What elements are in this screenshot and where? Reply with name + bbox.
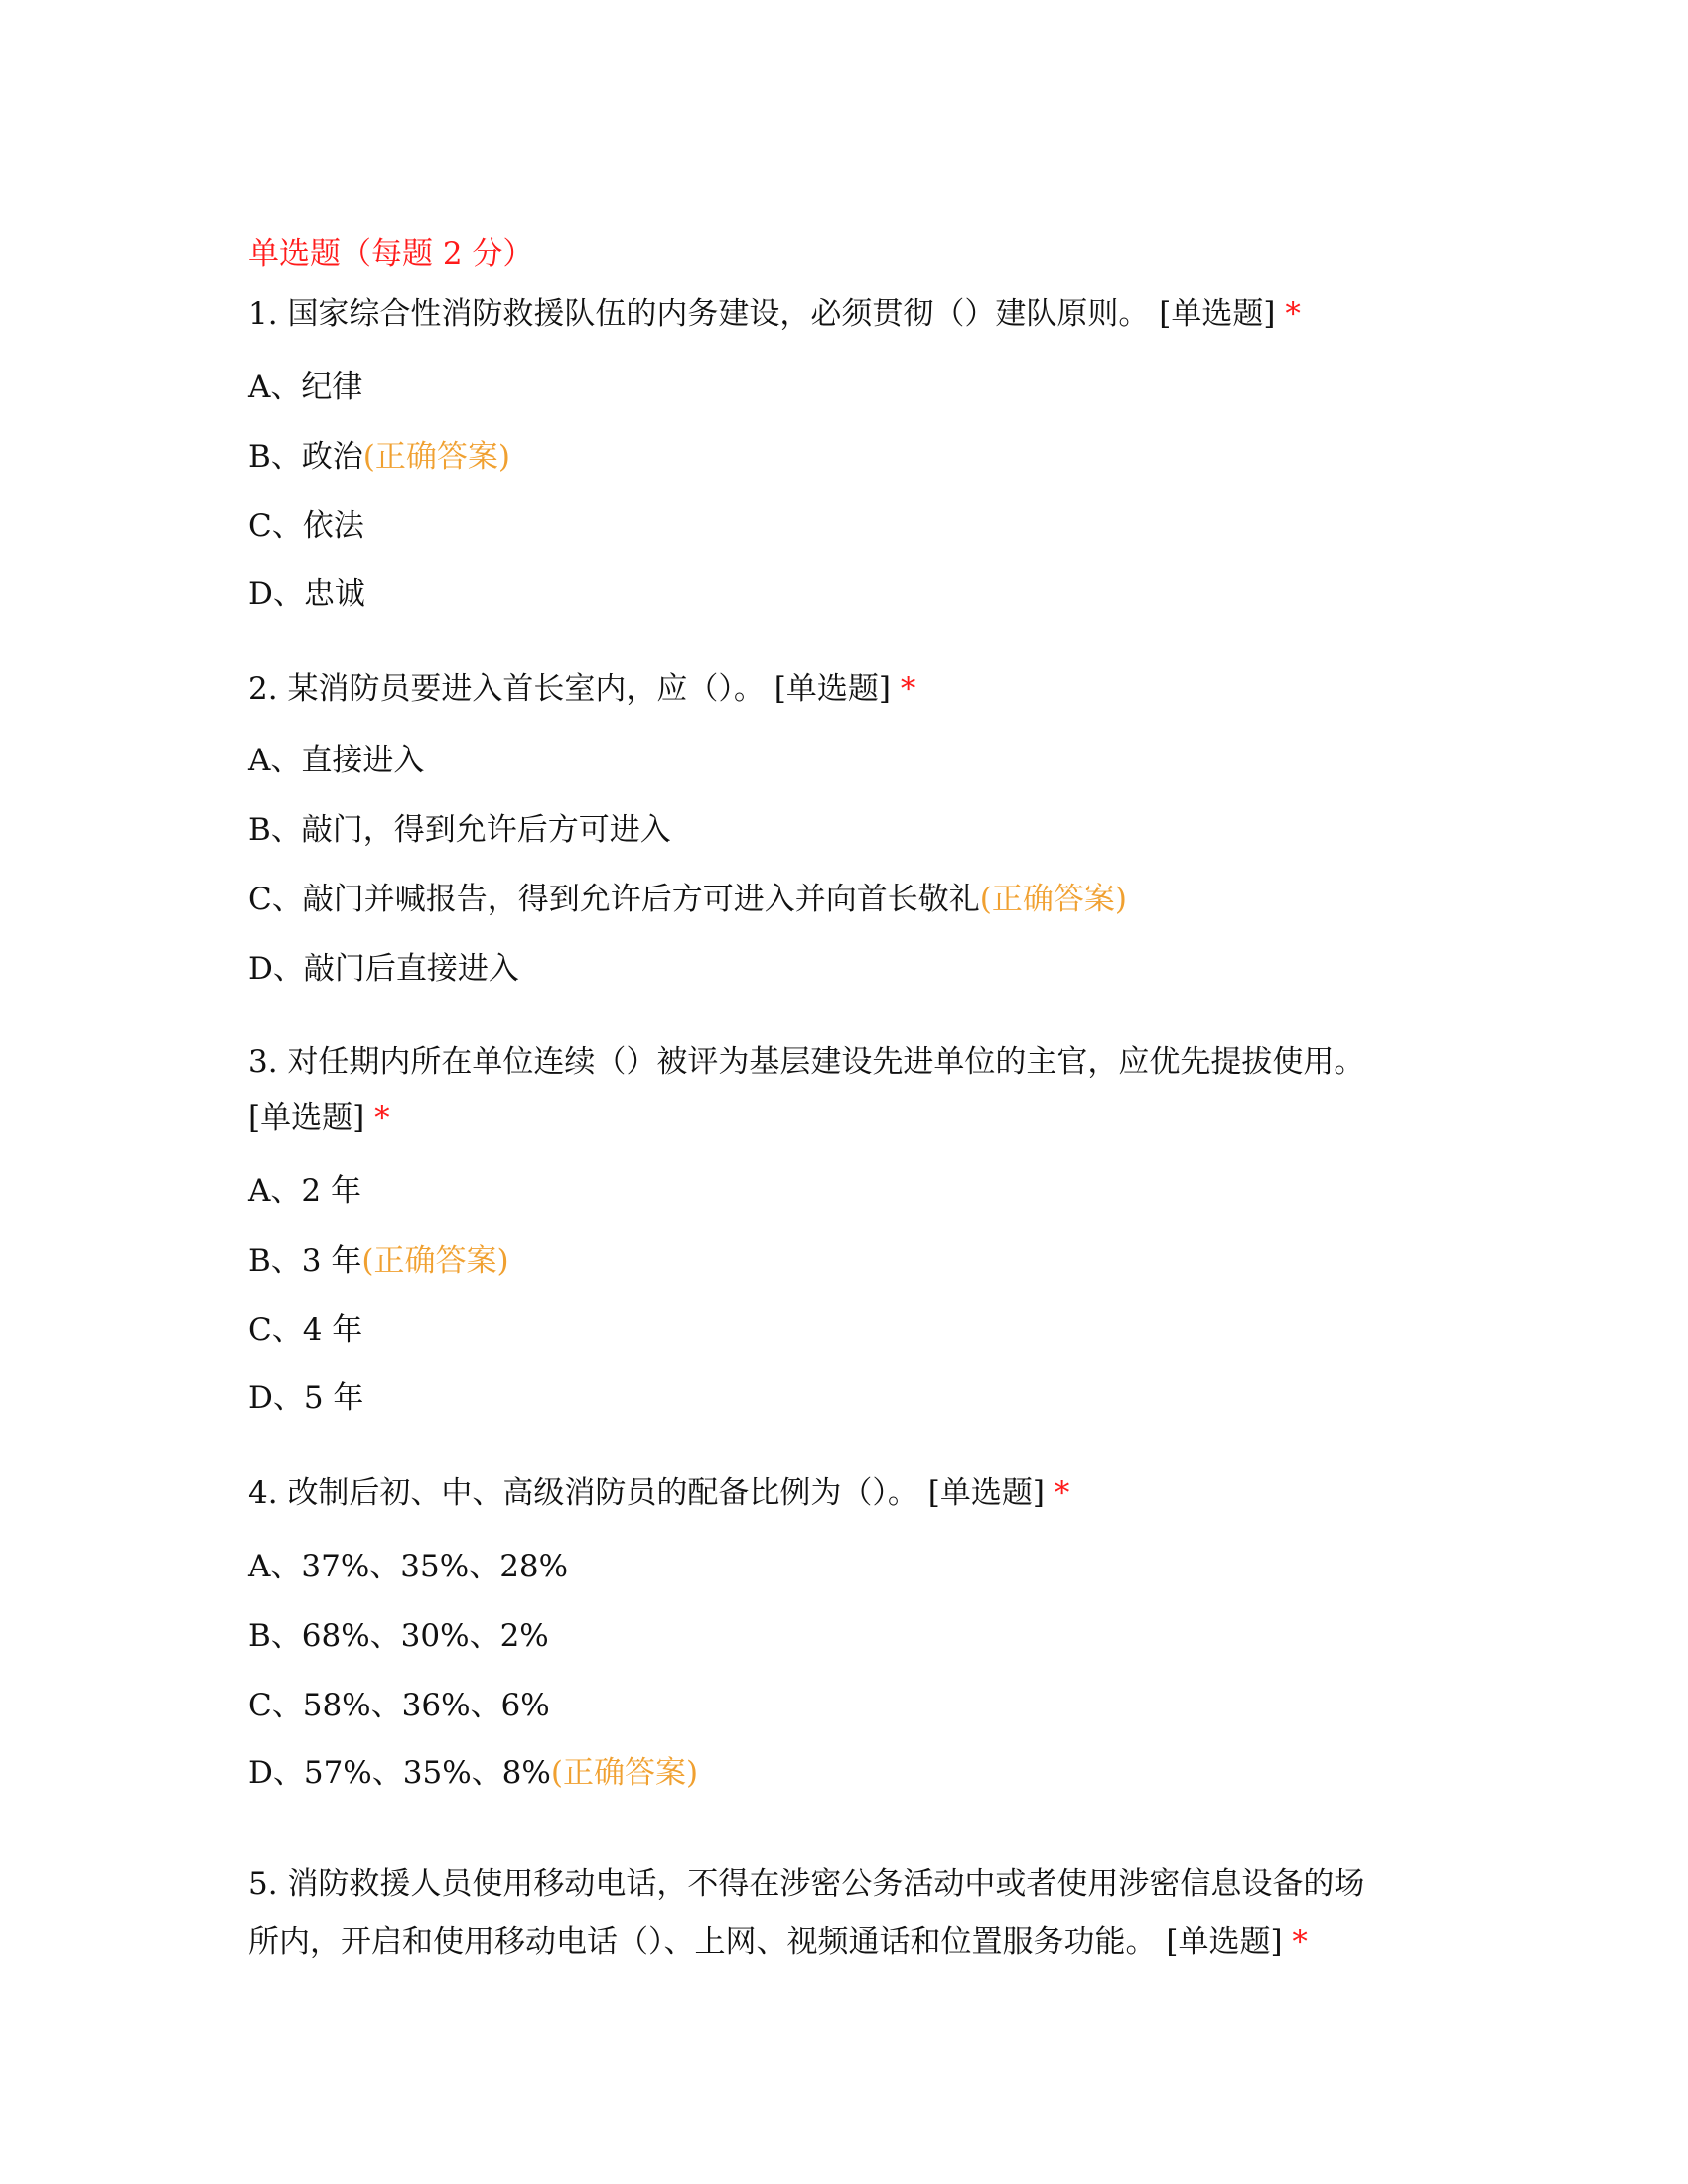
option-label: D、57%、35%、8% bbox=[248, 1755, 551, 1791]
question-3-line-2 bbox=[248, 1098, 390, 1138]
correct-answer-tag: (正确答案) bbox=[979, 882, 1127, 917]
option-label: C、4 年 bbox=[248, 1312, 363, 1348]
option-3c bbox=[248, 1310, 362, 1350]
option-label: B、3 年 bbox=[248, 1243, 362, 1279]
question-number: 4. bbox=[248, 1475, 278, 1511]
required-mark: * bbox=[1054, 1475, 1070, 1511]
option-2b bbox=[248, 810, 671, 850]
option-label: C、敲门并喊报告，得到允许后方可进入并向首长敬礼 bbox=[248, 882, 980, 917]
option-3a bbox=[248, 1171, 361, 1211]
question-3-line-1 bbox=[248, 1042, 1364, 1082]
required-mark: * bbox=[374, 1100, 390, 1136]
option-1b bbox=[248, 437, 510, 477]
correct-answer-tag: (正确答案) bbox=[550, 1755, 699, 1791]
option-2d bbox=[248, 949, 519, 989]
option-label: A、2 年 bbox=[248, 1173, 361, 1209]
question-number: 1. bbox=[248, 296, 278, 332]
question-1 bbox=[248, 294, 1301, 334]
option-4a bbox=[248, 1547, 568, 1586]
option-label: B、68%、30%、2% bbox=[248, 1618, 549, 1654]
question-number: 3. bbox=[248, 1044, 278, 1080]
correct-answer-tag: (正确答案) bbox=[361, 1243, 509, 1279]
option-label: B、敲门，得到允许后方可进入 bbox=[248, 812, 671, 848]
required-mark: * bbox=[1285, 296, 1301, 332]
question-2 bbox=[248, 669, 915, 709]
correct-answer-tag: (正确答案) bbox=[362, 439, 510, 475]
option-1d bbox=[248, 574, 365, 614]
option-1c bbox=[248, 506, 364, 546]
option-2a bbox=[248, 741, 424, 780]
question-text: 国家综合性消防救援队伍的内务建设，必须贯彻（）建队原则。 bbox=[287, 296, 1150, 332]
option-label: D、忠诚 bbox=[248, 576, 365, 612]
question-type-label: [单选题] bbox=[1166, 1924, 1283, 1960]
question-number: 5. bbox=[248, 1866, 278, 1902]
option-label: A、直接进入 bbox=[248, 743, 425, 778]
question-4 bbox=[248, 1473, 1069, 1513]
option-label: C、58%、36%、6% bbox=[248, 1688, 550, 1723]
question-5-line-2 bbox=[248, 1922, 1308, 1962]
option-1a bbox=[248, 367, 362, 407]
required-mark: * bbox=[900, 671, 916, 707]
question-type-label: [单选题] bbox=[927, 1475, 1045, 1511]
option-label: C、依法 bbox=[248, 508, 364, 544]
question-text: 对任期内所在单位连续（）被评为基层建设先进单位的主官，应优先提拔使用。 bbox=[287, 1044, 1365, 1080]
question-number: 2. bbox=[248, 671, 278, 707]
required-mark: * bbox=[1292, 1924, 1308, 1960]
option-4b bbox=[248, 1616, 549, 1656]
question-type-label: [单选题] bbox=[1159, 296, 1276, 332]
option-label: A、纪律 bbox=[248, 369, 363, 405]
option-label: B、政治 bbox=[248, 439, 363, 475]
question-text-continued: 所内，开启和使用移动电话（）、上网、视频通话和位置服务功能。 bbox=[248, 1924, 1157, 1960]
question-text: 改制后初、中、高级消防员的配备比例为（）。 bbox=[287, 1475, 918, 1511]
option-3d bbox=[248, 1378, 363, 1418]
option-2c bbox=[248, 880, 1127, 919]
option-3b bbox=[248, 1241, 509, 1281]
option-4c bbox=[248, 1686, 550, 1725]
section-title: 单选题（每题 2 分） bbox=[248, 236, 534, 272]
question-type-label: [单选题] bbox=[774, 671, 891, 707]
question-type-label: [单选题] bbox=[248, 1100, 365, 1136]
question-text: 消防救援人员使用移动电话，不得在涉密公务活动中或者使用涉密信息设备的场 bbox=[287, 1866, 1365, 1902]
option-label: D、敲门后直接进入 bbox=[248, 951, 519, 987]
question-text: 某消防员要进入首长室内，应（）。 bbox=[287, 671, 765, 707]
option-4d bbox=[248, 1753, 698, 1793]
question-5-line-1 bbox=[248, 1864, 1364, 1904]
option-label: A、37%、35%、28% bbox=[248, 1549, 569, 1584]
option-label: D、5 年 bbox=[248, 1380, 364, 1416]
